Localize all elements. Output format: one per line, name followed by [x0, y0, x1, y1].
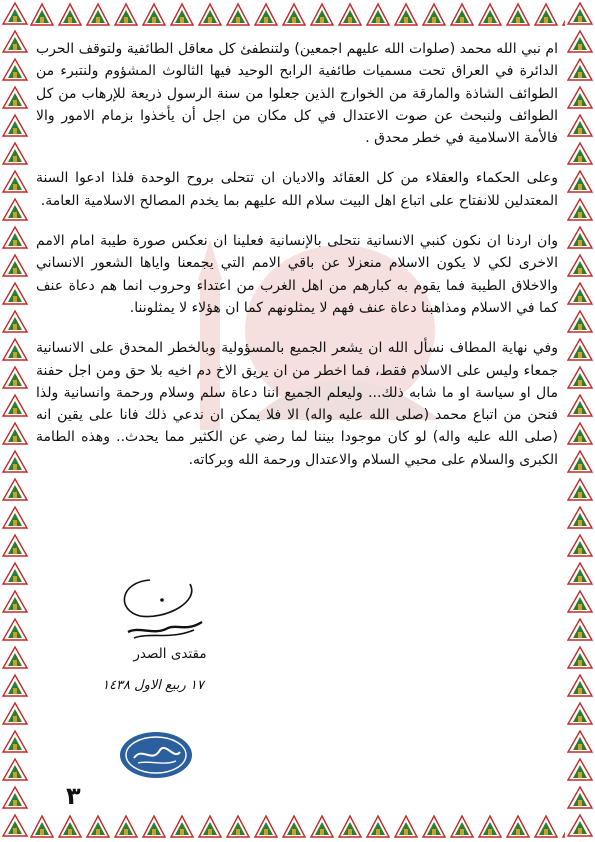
page-number: ٣: [66, 782, 81, 810]
signature-block: [70, 572, 210, 682]
signature-date: ١٧ ربيع الاول ١٤٣٨: [102, 678, 204, 693]
right-border-ornament: [565, 0, 595, 842]
top-border-ornament: [0, 0, 595, 30]
letter-body: [36, 38, 558, 489]
paragraph: وعلى الحكماء والعقلاء من كل العقائد والاديان ان تتحلى بروح الوحدة فلذا ادعوا السنة المعتدلين للانفتاح على اتباع اهل البيت سلام الله عليهم بما يخدم المصالح الاسلامية العامة.: [36, 170, 558, 209]
handwritten-signature: [110, 572, 220, 644]
paragraph: وفي نهاية المطاف نسأل الله ان يشعر الجميع بالمسؤولية وبالخطر المحدق على الانسانية جمعاء وليس على الاسلام فقط، فما اخطر من ان يريق الاخ دم اخيه بلا حق ومن اجل حفنة مال او سياسة او ما شابه ذلك... وليعلم الجميع اننا دعاة سلم وسلام ورحمة وانسانية ولذا فنحن من اتباع محمد (صلى الله عليه واله) الا فلا يمكن ان ندعي ذلك فانا على يقين انه (صلى الله عليه واله) لو كان موجودا بيننا لما رضي عن الكثير مما يحدث.. وهذه الطامة الكبرى والسلام على محبي السلام والاعتدال ورحمة الله وبركاته.: [36, 340, 558, 468]
bottom-border-ornament: [0, 812, 595, 842]
paragraph: ام نبي الله محمد (صلوات الله عليهم اجمعين) ولتنطفئ كل معاقل الطائفية ولتوقف الحرب الدائرة في العراق تحت مسميات طائفية الرابح الوحيد فيها الثالوث المشؤوم ولنتبرء من الطوائف الشاذة والمارقة من الخوارج الذين جعلوا من سنة الرسول ذريعة للإرهاب من كل الطوائف ولنبحث عن صوت الاعتدال في كل مكان من اجل أن يأخذوا بزمام الامور والا فالأمة الاسلامية في خطر محدق .: [36, 41, 558, 147]
left-border-ornament: [0, 0, 30, 842]
paragraph: وان اردنا ان نكون كنبي الانسانية نتحلى بالإنسانية فعلينا ان نعكس صورة طيبة امام الامم الاخرى لكي لا يكون الاسلام منعزلا عن باقي الامم التي يجمعنا واياها الشعور الانساني والاخلاق الطيبة فما يقوم به كبارهم من اهل الغرب من اعتداء وحروب انما هم دعاة عنف كما في الاسلام ومذاهبنا دعاة عنف فهم لا يمثلونهم كما ان هؤلاء لا يمثلوننا.: [36, 233, 558, 316]
official-seal: [118, 730, 194, 780]
signatory-name: مقتدى الصدر: [133, 646, 207, 662]
